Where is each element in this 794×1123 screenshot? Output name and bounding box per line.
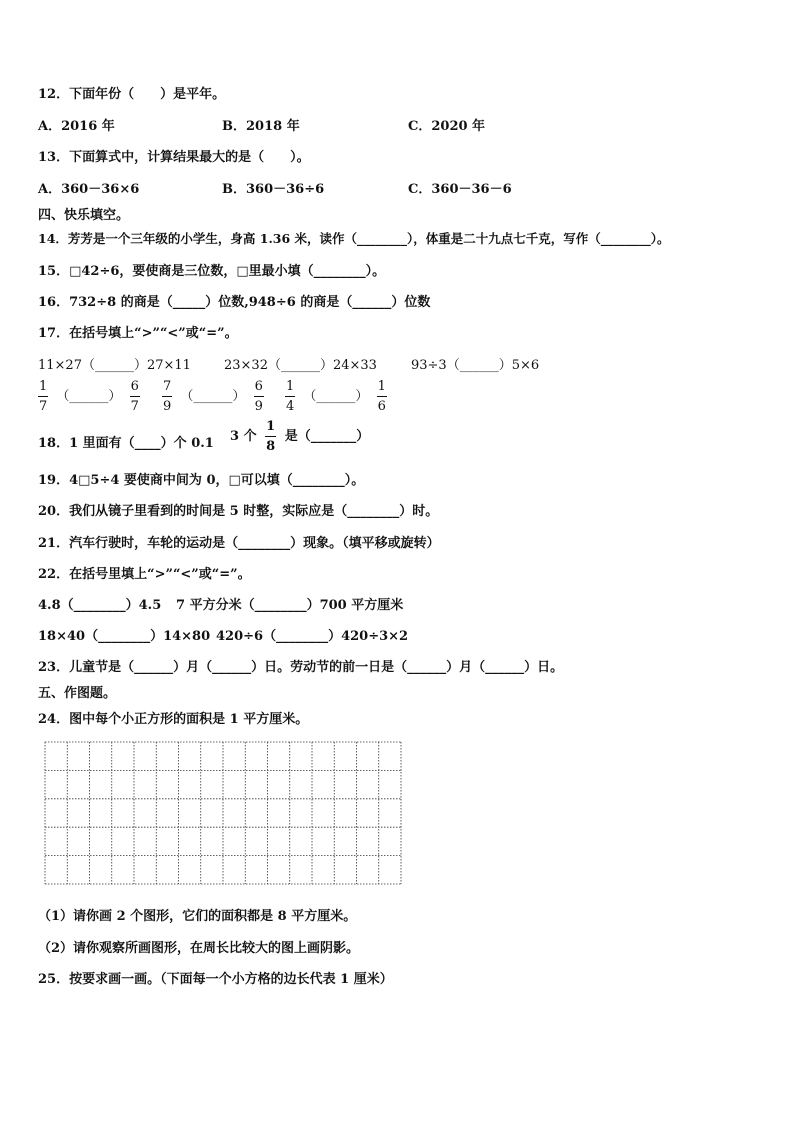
q15-text: 15．□42÷6，要使商是三位数，□里最小填（________）。 — [38, 264, 386, 279]
numerator: 6 — [130, 379, 139, 394]
q17-fraction-compare-2 — [158, 380, 268, 413]
q22-compare-2: 7 平方分米（________）700 平方厘米 — [176, 598, 404, 613]
numerator: 1 — [266, 419, 276, 434]
denominator: 8 — [266, 439, 276, 454]
section-four-heading: 四、快乐填空。 — [38, 208, 130, 223]
q17-fraction-compare-1 — [34, 380, 144, 413]
q13-option-b: B．360－36÷6 — [222, 182, 325, 197]
q22-compare-1: 4.8（________）4.5 — [38, 598, 162, 613]
q24-sub2: （2）请你观察所画图形，在周长比较大的图上画阴影。 — [38, 941, 360, 956]
denominator: 9 — [163, 399, 172, 414]
denominator: 9 — [254, 399, 263, 414]
fraction — [162, 380, 172, 413]
fraction — [265, 420, 276, 453]
numerator: 1 — [377, 379, 386, 394]
q13-stem: 13．下面算式中，计算结果最大的是（ ）。 — [38, 150, 310, 165]
q20-text: 20．我们从镜子里看到的时间是 5 时整，实际应是（________）时。 — [38, 504, 439, 519]
q13-option-a: A．360－36×6 — [38, 182, 140, 197]
denominator: 7 — [39, 399, 48, 414]
numerator: 1 — [286, 379, 295, 394]
q17-stem: 17．在括号填上“>”“<”或“=”。 — [38, 326, 238, 341]
q24-sub1: （1）请你画 2 个图形，它们的面积都是 8 平方厘米。 — [38, 909, 357, 924]
square-grid — [44, 741, 402, 885]
fraction — [38, 380, 48, 413]
answer-blank: （______） — [56, 389, 122, 404]
q14-text: 14．芳芳是一个三年级的小学生，身高 1.36 米，读作（________），体重是二十九点七千克，写作（________）。 — [38, 231, 670, 246]
answer-blank: （______） — [180, 389, 246, 404]
fraction — [377, 380, 387, 413]
numerator: 6 — [254, 379, 263, 394]
numerator: 7 — [163, 379, 172, 394]
fraction — [254, 380, 264, 413]
q22-compare-4: 420÷6（________）420÷3×2 — [216, 629, 409, 644]
q17-compare-1: 11×27（______）27×11 — [38, 358, 191, 373]
q17-compare-2: 23×32（______）24×33 — [224, 358, 377, 373]
denominator: 6 — [377, 399, 386, 414]
q12-option-c: C．2020 年 — [408, 119, 486, 134]
q18-blank: 是（_______） — [284, 429, 370, 444]
q18-part2 — [230, 420, 369, 453]
q13-option-c: C．360－36－6 — [408, 182, 512, 197]
q17-compare-3: 93÷3（______）5×6 — [411, 358, 540, 373]
q21-text: 21．汽车行驶时，车轮的运动是（________）现象。（填平移或旋转） — [38, 536, 440, 551]
q12-stem: 12．下面年份（ ）是平年。 — [38, 87, 226, 102]
q16-text: 16．732÷8 的商是（_____）位数,948÷6 的商是（______）位数 — [38, 295, 431, 310]
q23-text: 23．儿童节是（______）月（______）日。劳动节的前一日是（______）月（______）日。 — [38, 660, 564, 675]
denominator: 7 — [130, 399, 139, 414]
answer-blank: （______） — [303, 389, 369, 404]
q12-option-a: A．2016 年 — [38, 119, 115, 134]
q17-fraction-compare-3 — [281, 380, 391, 413]
q22-compare-3: 18×40（________）14×80 — [38, 629, 211, 644]
q18-part1: 18．1 里面有（____）个 0.1 — [38, 436, 214, 451]
fraction — [285, 380, 295, 413]
fraction — [130, 380, 140, 413]
q12-option-b: B．2018 年 — [222, 119, 300, 134]
q18-text: 3 个 — [230, 429, 257, 444]
q22-stem: 22．在括号里填上“>”“<”或“=”。 — [38, 567, 251, 582]
q24-stem: 24．图中每个小正方形的面积是 1 平方厘米。 — [38, 712, 309, 727]
q19-text: 19．4□5÷4 要使商中间为 0，□可以填（________）。 — [38, 473, 365, 488]
denominator: 4 — [286, 399, 295, 414]
numerator: 1 — [39, 379, 48, 394]
section-five-heading: 五、作图题。 — [38, 686, 117, 701]
q25-text: 25．按要求画一画。（下面每一个小方格的边长代表 1 厘米） — [38, 972, 393, 987]
